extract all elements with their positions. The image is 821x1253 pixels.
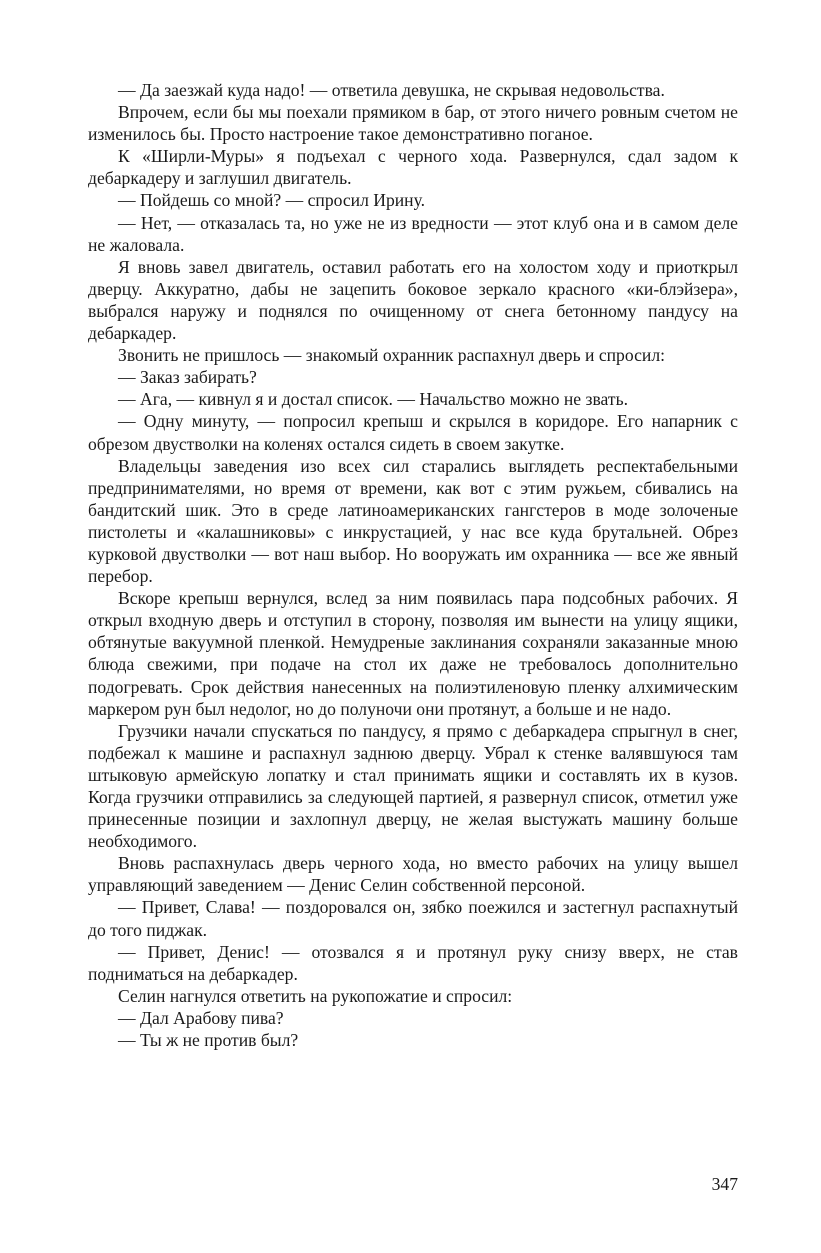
paragraph: Вскоре крепыш вернулся, вслед за ним появилась пара подсобных рабочих. Я открыл входную дверь и отступил в сторону, позволяя им вынести на улицу ящики, обтянутые вакуумной пленкой. Немудреные заклинания сохраняли заказанные мною блюда свежими, при подаче на стол их даже не требовалось дополнительно подогревать. Срок действия нанесенных на полиэтиленовую пленку алхимическим маркером рун был недолог, но до полуночи они протянут, а больше и не надо. (88, 588, 738, 719)
paragraph: Владельцы заведения изо всех сил старались выглядеть респектабельными предпринимателями, но время от времени, как вот с этим ружьем, сбивались на бандитский шик. Это в среде латиноамериканских гангстеров в моде золоченые пистолеты и «калашниковы» с инкрустацией, у нас все куда брутальней. Обрез курковой двустволки — вот наш выбор. Но вооружать им охранника — все же явный перебор. (88, 455, 738, 587)
paragraph: — Заказ забирать? (118, 367, 257, 388)
paragraph: — Дал Арабову пива? (118, 1007, 284, 1028)
paragraph: — Привет, Слава! — поздоровался он, зябко поежился и застегнул распахнутый до того пиджак. (88, 897, 738, 940)
page-number: 347 (711, 1174, 738, 1194)
page-text (88, 79, 738, 1051)
paragraph: Селин нагнулся ответить на рукопожатие и спросил: (118, 985, 513, 1006)
paragraph: — Пойдешь со мной? — спросил Ирину. (118, 190, 426, 211)
paragraph: Звонить не пришлось — знакомый охранник распахнул дверь и спросил: (118, 345, 665, 366)
paragraph: — Ага, — кивнул я и достал список. — Начальство можно не звать. (118, 389, 629, 410)
paragraph: — Одну минуту, — попросил крепыш и скрылся в коридоре. Его напарник с обрезом двустволки на коленях остался сидеть в своем закутке. (88, 411, 738, 454)
paragraph: Впрочем, если бы мы поехали прямиком в бар, от этого ничего ровным счетом не изменилось бы. Просто настроение такое демонстративно поганое. (88, 102, 738, 145)
paragraph: — Привет, Денис! — отозвался я и протянул руку снизу вверх, не став подниматься на дебаркадер. (88, 941, 738, 984)
paragraph: — Нет, — отказалась та, но уже не из вредности — этот клуб она и в самом деле не жаловала. (88, 212, 738, 255)
paragraph: К «Ширли-Муры» я подъехал с черного хода. Развернулся, сдал задом к дебаркадеру и заглушил двигатель. (88, 146, 738, 189)
paragraph: — Да заезжай куда надо! — ответила девушка, не скрывая недовольства. (118, 80, 665, 100)
paragraph: Грузчики начали спускаться по пандусу, я прямо с дебаркадера спрыгнул в снег, подбежал к машине и распахнул заднюю дверцу. Убрал к стенке валявшуюся там штыковую армейскую лопатку и стал принимать ящики и составлять их в кузов. Когда грузчики отправились за следующей партией, я развернул список, отметил уже принесенные позиции и захлопнул дверцу, не желая выстужать машину больше необходимого. (88, 720, 738, 852)
paragraph: Я вновь завел двигатель, оставил работать его на холостом ходу и приоткрыл дверцу. Аккуратно, дабы не зацепить боковое зеркало красного «ки-блэйзера», выбрался наружу и поднялся по очищенному от снега бетонному пандусу на дебаркадер. (88, 256, 738, 344)
paragraph: — Ты ж не против был? (118, 1030, 299, 1051)
paragraph: Вновь распахнулась дверь черного хода, но вместо рабочих на улицу вышел управляющий заведением — Денис Селин собственной персоной. (88, 853, 738, 896)
